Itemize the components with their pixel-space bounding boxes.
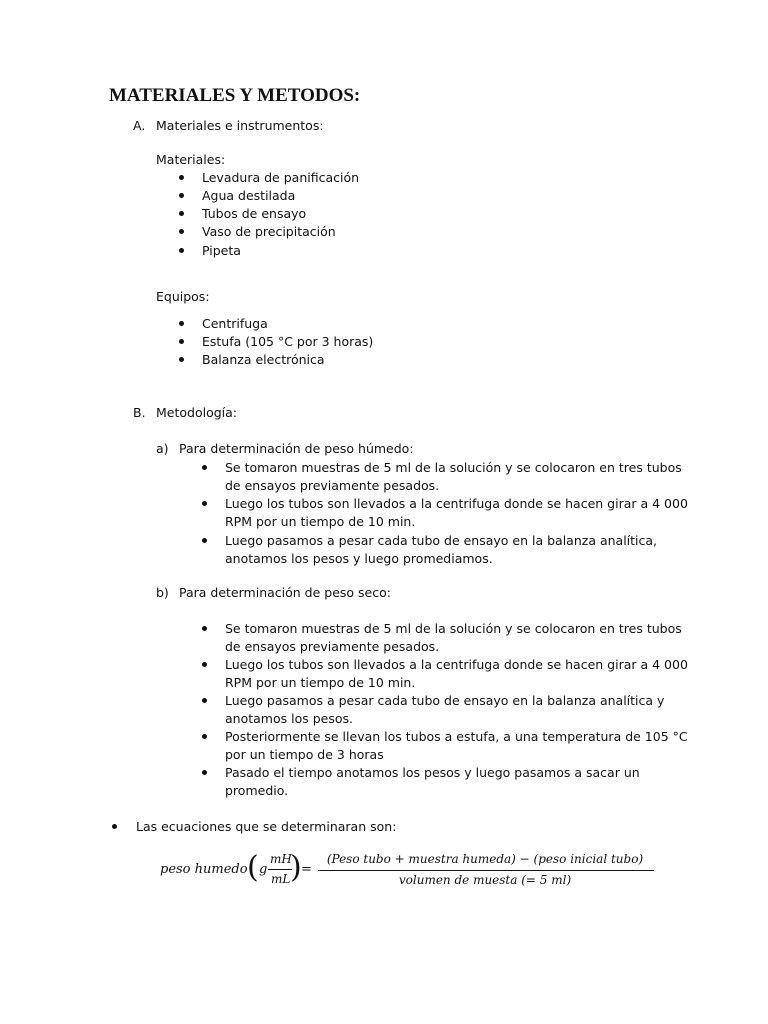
- ecuaciones-text: Las ecuaciones que se determinaran son:: [136, 819, 397, 834]
- section-a-marker: A.: [133, 118, 146, 133]
- unit-numerator: mH: [270, 852, 292, 866]
- list-item-line: promedio.: [225, 783, 289, 798]
- equation-denominator: volumen de muesta (= 5 ml): [398, 873, 572, 887]
- unit-denominator: mL: [271, 872, 291, 886]
- open-paren: (: [247, 850, 259, 885]
- humedo-heading: Para determinación de peso húmedo:: [179, 441, 414, 456]
- seco-marker: b): [156, 585, 169, 600]
- bullet-icon: [179, 357, 184, 362]
- bullet-icon: [202, 626, 207, 631]
- materiales-heading: Materiales:: [156, 152, 226, 167]
- bullet-icon: [179, 193, 184, 198]
- list-item-line: Pasado el tiempo anotamos los pesos y luego pasamos a sacar un: [225, 765, 640, 780]
- list-item-line: Se tomaron muestras de 5 ml de la solución y se colocaron en tres tubos: [225, 460, 682, 475]
- section-b-heading: Metodología:: [156, 405, 238, 420]
- bullet-icon: [179, 339, 184, 344]
- list-item-line: Luego pasamos a pesar cada tubo de ensayo en la balanza analítica y: [225, 693, 665, 708]
- bullet-icon: [202, 538, 207, 543]
- bullet-icon: [179, 211, 184, 216]
- list-item: Centrifuga: [202, 316, 268, 331]
- section-a-heading: Materiales e instrumentos:: [156, 118, 324, 133]
- list-item-line: por un tiempo de 3 horas: [225, 747, 384, 762]
- unit-fraction-bar: [268, 869, 292, 870]
- section-b-marker: B.: [133, 405, 146, 420]
- bullet-icon: [179, 175, 184, 180]
- list-item: Agua destilada: [202, 188, 296, 203]
- list-item-line: Luego los tubos son llevados a la centrifuga donde se hacen girar a 4 000: [225, 657, 688, 672]
- list-item: Tubos de ensayo: [202, 206, 307, 221]
- seco-heading: Para determinación de peso seco:: [179, 585, 391, 600]
- equals-sign: =: [301, 862, 312, 877]
- list-item: Levadura de panificación: [202, 170, 360, 185]
- bullet-icon: [202, 662, 207, 667]
- bullet-icon: [202, 734, 207, 739]
- list-item: Estufa (105 °C por 3 horas): [202, 334, 374, 349]
- list-item-line: Luego los tubos son llevados a la centrifuga donde se hacen girar a 4 000: [225, 496, 688, 511]
- bullet-icon: [202, 465, 207, 470]
- equipos-heading: Equipos:: [156, 289, 210, 304]
- unit-g: g: [259, 862, 268, 877]
- bullet-icon: [202, 770, 207, 775]
- equation-fraction-bar: [318, 870, 654, 871]
- list-item-line: RPM por un tiempo de 10 min.: [225, 514, 416, 529]
- list-item-line: Se tomaron muestras de 5 ml de la solución y se colocaron en tres tubos: [225, 621, 682, 636]
- bullet-icon: [202, 501, 207, 506]
- list-item-line: de ensayos previamente pesados.: [225, 478, 440, 493]
- list-item-line: de ensayos previamente pesados.: [225, 639, 440, 654]
- list-item-line: anotamos los pesos.: [225, 711, 353, 726]
- list-item-line: anotamos los pesos y luego promediamos.: [225, 551, 493, 566]
- equation-lhs: peso humedo: [160, 862, 248, 877]
- list-item: Pipeta: [202, 243, 241, 258]
- list-item: Balanza electrónica: [202, 352, 325, 367]
- list-item-line: Posteriormente se llevan los tubos a estufa, a una temperatura de 105 °C: [225, 729, 688, 744]
- bullet-icon: [202, 698, 207, 703]
- bullet-icon: [179, 229, 184, 234]
- list-item-line: RPM por un tiempo de 10 min.: [225, 675, 416, 690]
- bullet-icon: [179, 248, 184, 253]
- bullet-icon: [112, 824, 117, 829]
- list-item: Vaso de precipitación: [202, 224, 336, 239]
- list-item-line: Luego pasamos a pesar cada tubo de ensayo en la balanza analítica,: [225, 533, 658, 548]
- equation-numerator: (Peso tubo + muestra humeda) − (peso inicial tubo): [326, 852, 644, 866]
- bullet-icon: [179, 321, 184, 326]
- page-title: MATERIALES Y METODOS:: [109, 85, 361, 106]
- close-paren: ): [290, 850, 302, 885]
- humedo-marker: a): [156, 441, 169, 456]
